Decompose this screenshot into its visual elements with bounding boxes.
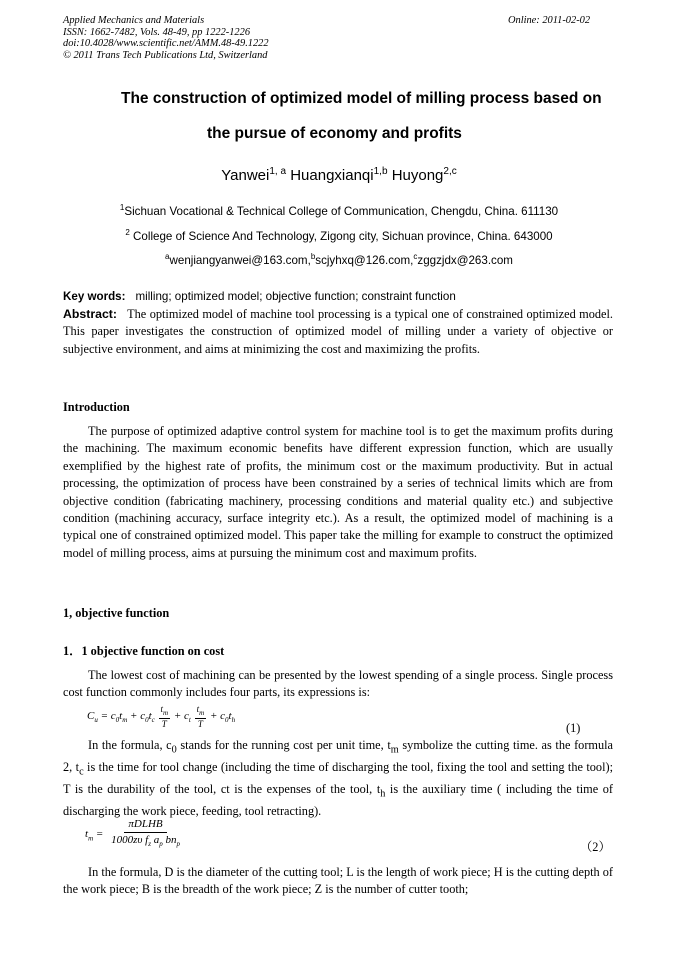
email-link: zggzjdx@263.com <box>417 253 513 267</box>
affiliation-text: College of Science And Technology, Zigong city, Sichuan province, China. 643000 <box>133 229 553 243</box>
fraction: $\frac{\text{πDLHB}}{1000z\upsilon f_z a_p bn_p}$ <box>111 818 180 849</box>
issn-line: ISSN: 1662-7482, Vols. 48-49, pp 1222-1226 <box>63 26 251 38</box>
text-run: stands for the running cost per unit time, t <box>176 738 391 752</box>
keywords-label: Key words: <box>63 290 126 303</box>
online-date: Online: 2011-02-02 <box>508 15 591 26</box>
cost-paragraph: The lowest cost of machining can be presented by the lowest spending of a single process. Single process cost function commonly includes four parts, its expressions is: <box>63 668 613 700</box>
fraction: $\frac{t_m}{T}$ <box>160 704 169 729</box>
text-run: is the time for tool change (including the time of discharging the tool, fixing the tool and setting the tool); T is the durability of the tool, ct is the expenses of the tool, t <box>63 759 613 796</box>
subscript: c <box>79 766 84 778</box>
journal-header <box>63 15 269 61</box>
copyright-line: © 2011 Trans Tech Publications Ltd, Switzerland <box>63 49 268 61</box>
abstract-label: Abstract: <box>63 307 117 321</box>
dimensions-paragraph: In the formula, D is the diameter of the cutting tool; L is the length of work piece; H is the cutting depth of the work piece; B is the breadth of the work piece; Z is the number of cutter tooth; <box>63 865 613 897</box>
email-link: wenjiangyanwei@163.com, <box>169 253 311 267</box>
author-sup: 2,c <box>443 166 457 177</box>
author-sup: 1, a <box>269 166 287 177</box>
affiliation-1 <box>0 203 678 218</box>
abstract <box>63 306 613 358</box>
email-sup: b <box>310 252 316 261</box>
introduction-heading: Introduction <box>63 400 130 414</box>
section-1-heading: 1, objective function <box>63 606 170 620</box>
title-line-1: The construction of optimized model of milling process based on <box>121 90 602 107</box>
doi-line: doi:10.4028/www.scientific.net/AMM.48-49.1222 <box>63 38 269 50</box>
equation-2: $t_m$ = $\frac{\text{πDLHB}}{1000z\upsilon f_z a_p bn_p}$ <box>85 817 185 852</box>
email-line <box>0 252 678 267</box>
introduction-paragraph: The purpose of optimized adaptive control system for machine tool is to get the maximum profits during the machining. The maximum economic benefits have different expression function, which are usually exemplified by the highest rate of profits, the minimum cost or the maximum productivity. But in actual processing, the optimization of process have been constrained by a series of technical limits which are from objective condition (fabricating machinery, processing conditions and material quality etc.) and subjective condition (machining accuracy, surface integrity etc.). As a result, the optimized model of machining is a typical one of constrained optimized model. This paper take the milling for example to construct the optimized model of milling process, aims at pursuing the minimum cost and maximum profits. <box>63 424 613 560</box>
text-run: In the formula, c <box>88 738 172 752</box>
text-run: symbolize the cutting time. as the formula 2, t <box>63 738 613 774</box>
author-list <box>0 166 678 184</box>
keywords <box>63 290 456 303</box>
affiliation-sup: 2 <box>125 228 130 237</box>
subscript: m <box>390 744 399 756</box>
author-name: Huangxianqi <box>290 167 374 184</box>
affiliation-2 <box>0 228 678 243</box>
section-1-1-heading: 1．1 objective function on cost <box>63 644 225 658</box>
formula-explanation-paragraph <box>63 737 613 820</box>
email-link: scjyhxq@126.com, <box>315 253 414 267</box>
author-sup: 1,b <box>373 166 388 177</box>
title-line-2: the pursue of economy and profits <box>207 125 462 142</box>
affiliation-sup: 1 <box>119 203 125 212</box>
equation-2-number: （2） <box>580 840 611 854</box>
equation-1-number: (1) <box>566 721 581 735</box>
equation-1: $C_u = c_0t_m + c_0t_c$ $\frac{t_m}{T}$ + $c_t$ $\frac{t_m}{T}$ + $c_0t_h$ <box>87 704 236 729</box>
author-name: Huyong <box>391 167 444 184</box>
author-name: Yanwei <box>221 167 270 184</box>
subscript: 0 <box>171 744 177 756</box>
email-sup: a <box>165 252 170 261</box>
affiliation-text: Sichuan Vocational & Technical College of Communication, Chengdu, China. 611130 <box>124 204 559 218</box>
keywords-text: milling; optimized model; objective function; constraint function <box>135 290 456 303</box>
subscript: h <box>380 788 386 800</box>
text-run: is the auxiliary time ( including the time of discharging the work piece, feeding, tool retracting). <box>63 781 613 818</box>
journal-name: Applied Mechanics and Materials <box>63 15 205 26</box>
fraction: $\frac{t_m}{T}$ <box>196 704 205 729</box>
abstract-text: The optimized model of machine tool processing is a typical one of constrained optimized model. This paper investigates the construction of optimized model of milling under a variety of objective or subjective environment, and aims at minimizing the cost and maximizing the profits. <box>63 307 613 356</box>
email-sup: c <box>413 252 418 261</box>
